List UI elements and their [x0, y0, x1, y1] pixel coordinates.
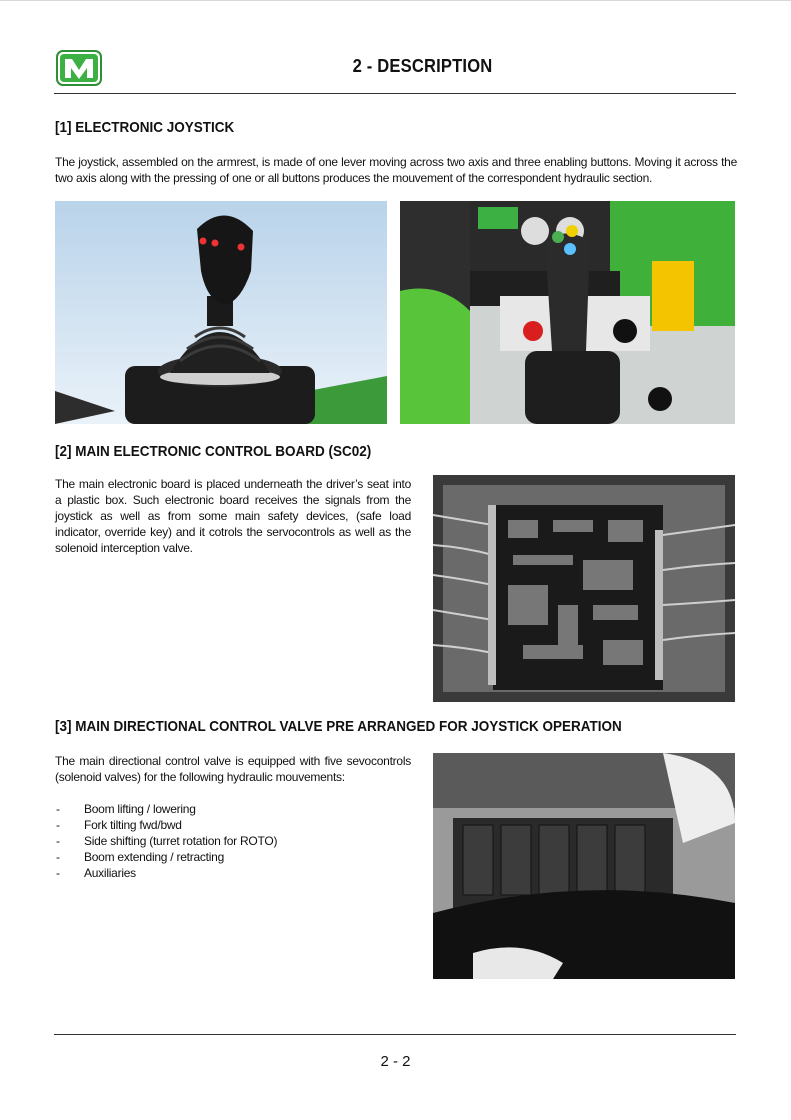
list-item: - Boom extending / retracting	[55, 849, 277, 865]
list-item: - Fork tilting fwd/bwd	[55, 817, 277, 833]
cab-joystick-photo	[400, 201, 735, 424]
list-item: - Side shifting (turret rotation for ROTO)	[55, 833, 277, 849]
control-valve-photo	[433, 753, 735, 979]
section-title-control-board: [2] MAIN ELECTRONIC CONTROL BOARD (SC02)	[55, 443, 372, 460]
header-rule	[54, 93, 736, 94]
joystick-photo	[55, 201, 387, 424]
section-text-control-valve: The main directional control valve is equipped with five sevocontrols (solenoid valves) for the following hydraulic mouvements:	[55, 754, 411, 784]
section-title-joystick: [1] ELECTRONIC JOYSTICK	[55, 119, 235, 136]
movement-list	[55, 801, 277, 881]
list-item: - Auxiliaries	[55, 865, 277, 881]
section-text-control-board: The main electronic board is placed underneath the driver’s seat into a plastic box. Such electronic board receives the signals from the joystick as well as from some main safety devices, (safe load indicator, override key) and it cotrols the servocontrols as well as the solenoid interception valve.	[55, 477, 411, 555]
page-title: 2 - DESCRIPTION	[352, 56, 493, 76]
section-text-joystick: The joystick, assembled on the armrest, is made of one lever moving across two axis and three enabling buttons. Moving it across the two axis along with the pressing of one or all buttons produces the mouvement of the correspondent hydraulic section.	[55, 155, 737, 185]
section-title-control-valve: [3] MAIN DIRECTIONAL CONTROL VALVE PRE ARRANGED FOR JOYSTICK OPERATION	[55, 718, 622, 735]
top-edge-line	[0, 0, 791, 1]
footer-rule	[54, 1034, 736, 1035]
list-item: - Boom lifting / lowering	[55, 801, 277, 817]
page-number: 2 - 2	[380, 1053, 411, 1070]
brand-logo	[56, 50, 102, 86]
control-board-photo	[433, 475, 735, 702]
